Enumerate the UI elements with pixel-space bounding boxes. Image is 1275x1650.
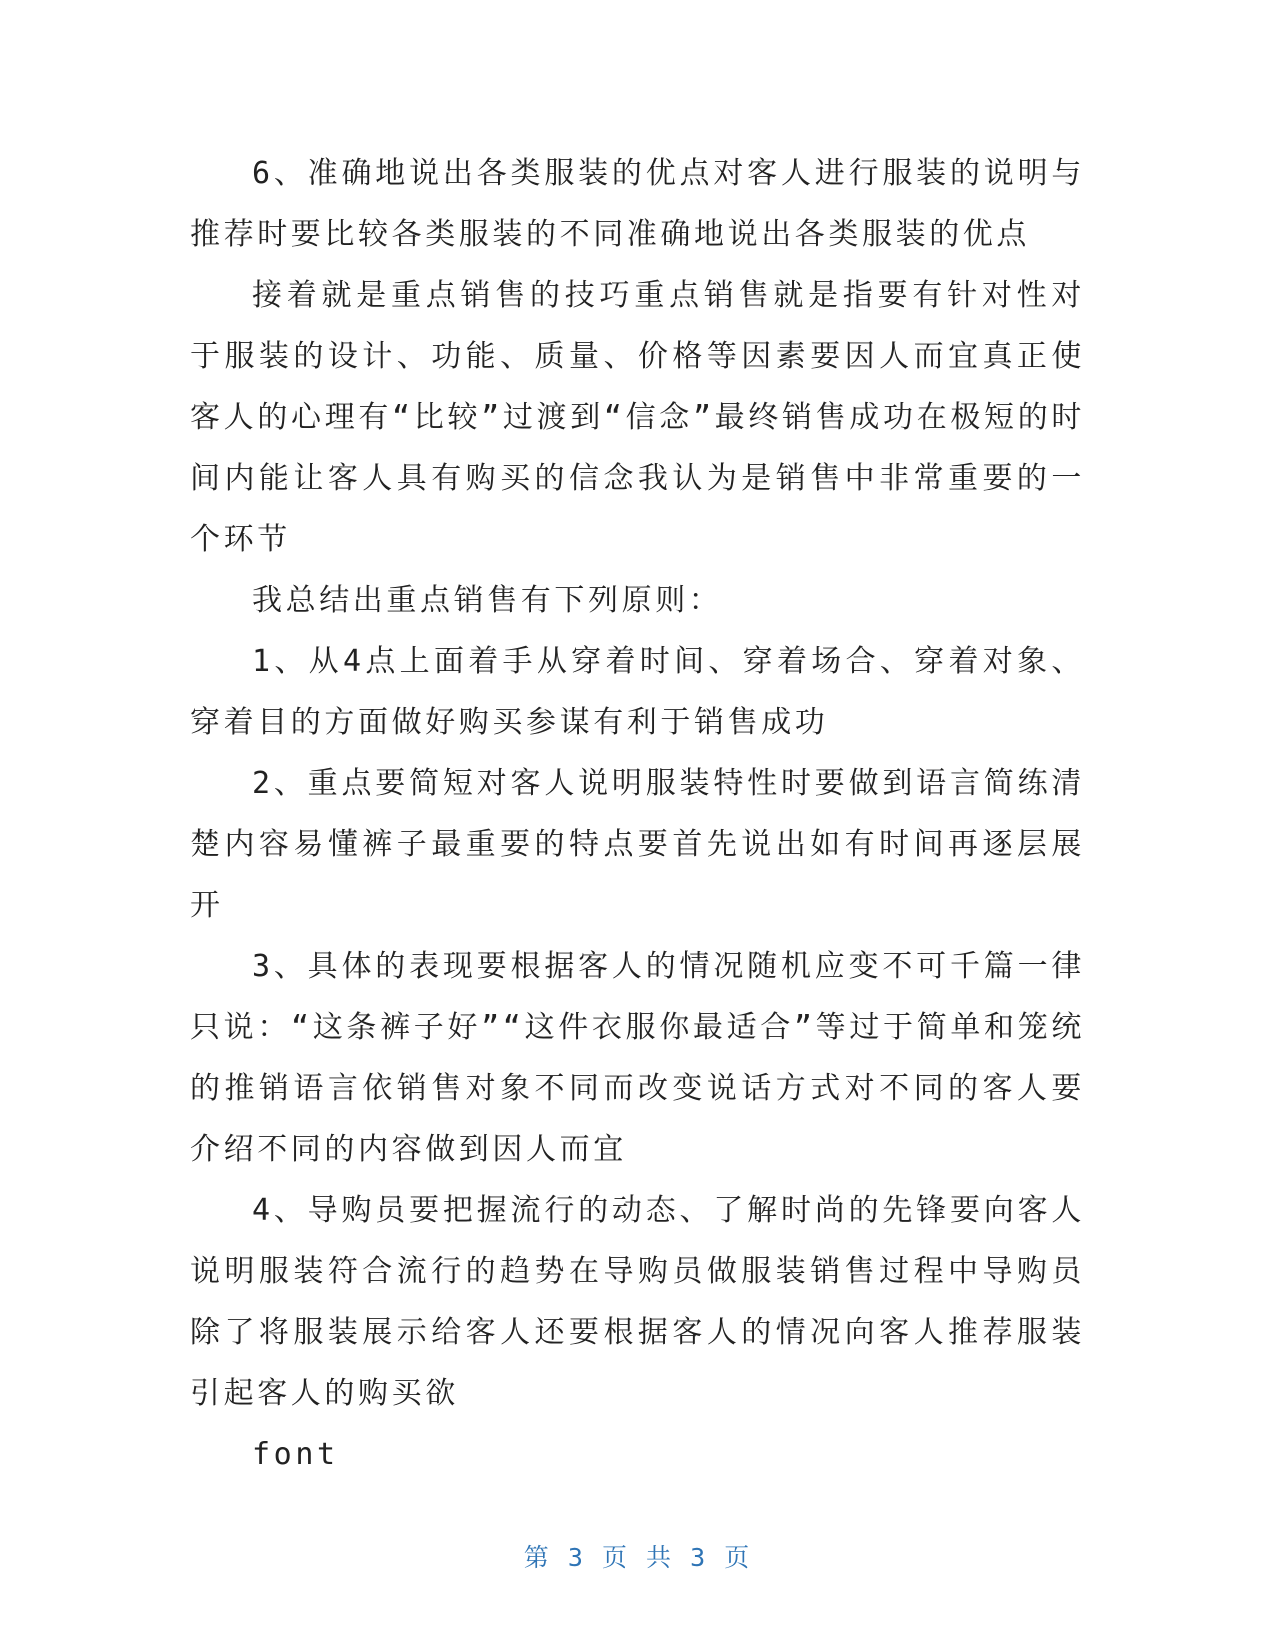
footer-prefix: 第 (523, 1543, 551, 1572)
paragraph-principle-4: 4、导购员要把握流行的动态、了解时尚的先锋要向客人说明服装符合流行的趋势在导购员做服装销售过程中导购员除了将服装展示给客人还要根据客人的情况向客人推荐服装引起客人的购买欲 (190, 1193, 1085, 1411)
paragraph-key-selling: 接着就是重点销售的技巧重点销售就是指要有针对性对于服装的设计、功能、质量、价格等因素要因人而宜真正使客人的心理有“比较”过渡到“信念”最终销售成功在极短的时间内能让客人具有购买的信念我认为是销售中非常重要的一个环节 (190, 278, 1085, 557)
page-footer (0, 1538, 1275, 1574)
paragraph-6-advantages: 6、准确地说出各类服装的优点对客人进行服装的说明与推荐时要比较各类服装的不同准确地说出各类服装的优点 (190, 156, 1085, 252)
document-body (190, 143, 1085, 1485)
paragraph-principles-intro: 我总结出重点销售有下列原则： (252, 583, 723, 618)
paragraph-principle-1: 1、从4点上面着手从穿着时间、穿着场合、穿着对象、穿着目的方面做好购买参谋有利于销售成功 (190, 644, 1085, 740)
footer-total-pages: 3 (690, 1543, 708, 1572)
footer-suffix: 页 (724, 1543, 752, 1572)
paragraph-principle-2: 2、重点要简短对客人说明服装特性时要做到语言简练清楚内容易懂裤子最重要的特点要首先说出如有时间再逐层展开 (190, 766, 1085, 923)
footer-current-page: 3 (567, 1543, 585, 1572)
paragraph-principle-3: 3、具体的表现要根据客人的情况随机应变不可千篇一律只说：“这条裤子好”“这件衣服你最适合”等过于简单和笼统的推销语言依销售对象不同而改变说话方式对不同的客人要介绍不同的内容做到因人而宜 (190, 949, 1085, 1167)
footer-middle: 页 共 (601, 1543, 674, 1572)
paragraph-font: font (252, 1437, 339, 1472)
